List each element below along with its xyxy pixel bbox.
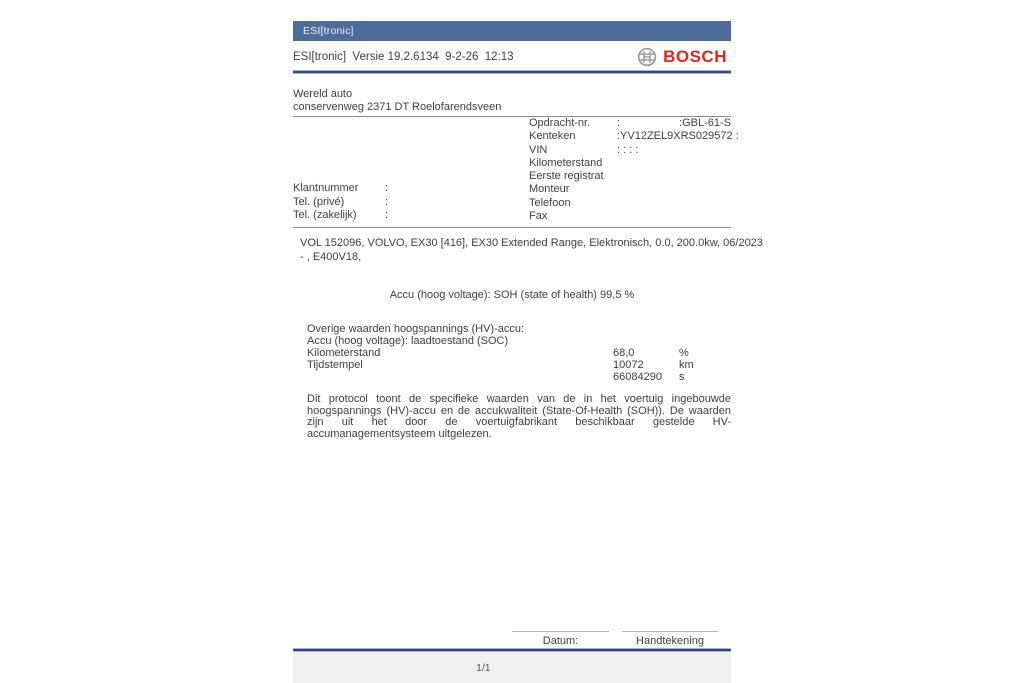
hv-label: Kilometerstand (307, 346, 381, 359)
detail-value: :GBL-61-S (679, 117, 731, 129)
order-detail-row (529, 144, 731, 157)
field-colon: : (385, 208, 389, 221)
order-detail-row (529, 117, 731, 130)
vehicle-info (293, 236, 763, 264)
detail-value: :YV12ZEL9XRS029572 : (617, 130, 739, 143)
hv-unit: s (679, 370, 685, 383)
hv-unit: km (679, 358, 694, 371)
order-detail-row (529, 183, 731, 196)
customer-address-block (293, 88, 731, 117)
customer-field-row (293, 196, 523, 209)
hv-label: Accu (hoog voltage): laadtoestand (SOC) (307, 334, 509, 347)
detail-label: Monteur (529, 183, 570, 196)
date-label: Datum: (542, 635, 579, 647)
hv-label: Tijdstempel (307, 358, 363, 371)
hv-value-row (307, 348, 731, 360)
footer-band (293, 652, 731, 683)
field-label: Tel. (privé) (293, 195, 345, 208)
field-label: Klantnummer (293, 182, 359, 195)
hv-section-title: Overige waarden hoogspannings (HV)-accu: (307, 323, 525, 335)
detail-label: Kenteken (529, 130, 576, 143)
window-titlebar (293, 21, 731, 41)
hv-value: 10072 (613, 358, 644, 371)
customer-name: Wereld auto (293, 88, 353, 100)
date-signature-line (512, 631, 609, 647)
handwritten-signature-line (622, 631, 718, 647)
detail-label: Eerste registrat (529, 170, 604, 183)
hv-unit: % (679, 346, 689, 359)
customer-fields (293, 182, 523, 222)
order-detail-row (529, 210, 731, 223)
field-colon: : (385, 182, 389, 195)
bosch-wordmark: BOSCH (663, 47, 727, 66)
hv-label (307, 372, 613, 384)
titlebar-label: ESI[tronic] (303, 25, 354, 37)
order-detail-row (529, 157, 731, 170)
detail-value: : : : : (617, 143, 639, 156)
hv-value: 68,0 (613, 346, 635, 359)
soh-headline: Accu (hoog voltage): SOH (state of health) 99,5 % (389, 289, 635, 301)
hv-value: 66084290 (613, 370, 662, 383)
vehicle-info-line1: VOL 152096, VOLVO, EX30 [416], EX30 Extended Range, Elektronisch, 0.0, 200.0kw, 06/2023 (300, 237, 763, 249)
detail-label: Kilometerstand (529, 156, 603, 169)
detail-label: Opdracht-nr. (529, 117, 591, 129)
field-label: Tel. (zakelijk) (293, 208, 357, 221)
version-line: ESI[tronic] Versie 19.2.6134 9-2-26 12:13 (293, 51, 514, 63)
signature-label: Handtekening (636, 635, 704, 647)
detail-separator: : (617, 117, 621, 129)
page-number: 1/1 (476, 662, 491, 674)
report-header (293, 44, 731, 70)
signature-area (293, 624, 731, 650)
header-divider (293, 70, 731, 74)
order-details (529, 117, 739, 223)
customer-address: conservenweg 2371 DT Roelofarendsveen (293, 101, 502, 113)
customer-field-row (293, 182, 523, 195)
order-detail-row (529, 197, 731, 210)
hv-value-row (307, 360, 731, 372)
customer-field-row (293, 209, 523, 222)
order-detail-row (529, 170, 731, 183)
detail-label: Fax (529, 210, 548, 223)
protocol-note: Dit protocol toont de specifieke waarden van de in het voertuig ingebouwde hoogspannings (HV)-accu en de accukwaliteit (State-Of-Health (SOH)). De waarden zijn uit het door de voertuigfabrikant beschikbaar gestelde HV-accumanagementsysteem uitgelezen. (307, 393, 731, 440)
hv-values-section (293, 324, 731, 384)
bosch-logo (637, 47, 731, 67)
vehicle-info-line2: - , E400V18, (300, 251, 362, 263)
bosch-armature-icon (637, 47, 657, 67)
field-colon: : (385, 195, 389, 208)
detail-label: Telefoon (529, 196, 571, 209)
info-section (293, 115, 739, 228)
hv-value-row (307, 372, 731, 384)
order-detail-row (529, 130, 739, 143)
detail-label: VIN (529, 143, 548, 156)
